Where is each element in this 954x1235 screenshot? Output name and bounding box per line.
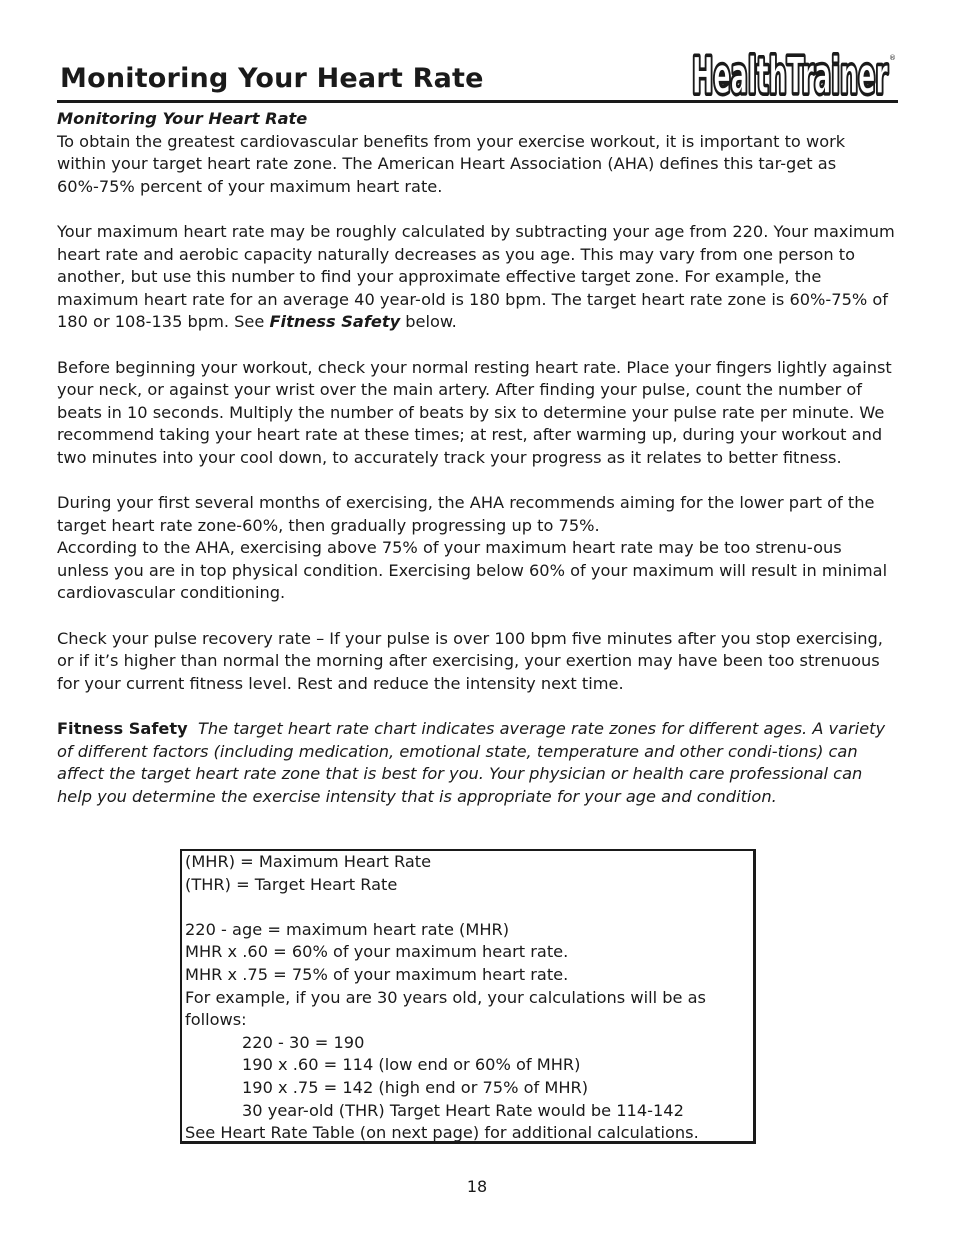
page-number: 18 bbox=[466, 1177, 488, 1196]
calc-line-example-high: 190 x .75 = 142 (high end or 75% of MHR) bbox=[242, 1077, 589, 1097]
calc-line-thr-definition: (THR) = Target Heart Rate bbox=[185, 874, 398, 894]
fitness-safety-reference: Fitness Safety bbox=[269, 312, 401, 332]
paragraph-max-heart-rate bbox=[57, 221, 897, 334]
section-heading: Monitoring Your Heart Rate bbox=[57, 109, 308, 128]
main-content bbox=[57, 108, 897, 808]
calc-blank-line bbox=[185, 896, 753, 919]
paragraph-fitness-safety bbox=[57, 718, 897, 808]
calc-line-example-mhr: 220 - 30 = 190 bbox=[242, 1032, 365, 1052]
paragraph-max-heart-rate-end: below. bbox=[400, 312, 457, 332]
calc-line-example-low: 190 x .60 = 114 (low end or 60% of MHR) bbox=[242, 1055, 581, 1075]
page-header bbox=[57, 44, 898, 103]
paragraph-aha-recommendation: During your first several months of exercising, the AHA recommends aiming for the lower part of the target heart rate zone-60%, then gradually progressing up to 75%. bbox=[57, 493, 875, 535]
page-title: Monitoring Your Heart Rate bbox=[60, 63, 484, 94]
calc-line-formula-mhr: 220 - age = maximum heart rate (MHR) bbox=[185, 919, 510, 939]
calc-line-formula-60: MHR x .60 = 60% of your maximum heart rate. bbox=[185, 942, 569, 962]
logo-wordmark: HealthTrainer bbox=[692, 47, 889, 98]
paragraph-max-heart-rate-text: Your maximum heart rate may be roughly calculated by subtracting your age from 220. Your maximum heart rate and aerobic capacity naturally decreases as you age. This may vary from one person to another, but use this number to find your approximate effective target zone. For example, the maximum heart rate for an average 40 year-old is 180 bpm. The target heart rate zone is 60%-75% of 180 or 108-135 bpm. See bbox=[57, 221, 895, 332]
fitness-safety-text: The target heart rate chart indicates average rate zones for different ages. A variety of different factors (including medication, emotional state, temperature and other condi-tions) can affect the target heart rate zone that is best for you. Your physician or health care professional can help you determine the exercise intensity that is appropriate for your age and condition. bbox=[57, 719, 886, 806]
paragraph-aha-limits: According to the AHA, exercising above 75% of your maximum heart rate may be too strenu-ous unless you are in top physical condition. Exercising below 60% of your maximum will result in minimal cardiovascular conditioning. bbox=[57, 538, 888, 603]
paragraph-intro: To obtain the greatest cardiovascular benefits from your exercise workout, it is important to work within your target heart rate zone. The American Heart Association (AHA) defines this tar-get as 60%-75% percent of your maximum heart rate. bbox=[57, 131, 846, 196]
heart-rate-calculation-box bbox=[180, 849, 756, 1144]
calc-line-example-intro: For example, if you are 30 years old, your calculations will be as follows: bbox=[185, 987, 706, 1030]
healthtrainer-logo bbox=[690, 46, 898, 98]
paragraph-resting-heart-rate: Before beginning your workout, check your normal resting heart rate. Place your fingers lightly against your neck, or against your wrist over the main artery. After finding your pulse, count the number of beats in 10 seconds. Multiply the number of beats by six to determine your pulse rate per minute. We recommend taking your heart rate at these times; at rest, after warming up, during your workout and two minutes into your cool down, to accurately track your progress as it relates to better fitness. bbox=[57, 357, 892, 467]
fitness-safety-label: Fitness Safety bbox=[57, 719, 188, 739]
calc-line-see-table: See Heart Rate Table (on next page) for additional calculations. bbox=[185, 1123, 699, 1143]
logo-outline: HealthTrainer bbox=[692, 47, 889, 98]
registered-mark: ® bbox=[889, 54, 896, 62]
paragraph-pulse-recovery: Check your pulse recovery rate – If your pulse is over 100 bpm five minutes after you stop exercising, or if it’s higher than normal the morning after exercising, your exertion may have been too strenuous for your current fitness level. Rest and reduce the intensity next time. bbox=[57, 628, 883, 693]
calc-line-example-thr: 30 year-old (THR) Target Heart Rate would be 114-142 bbox=[242, 1100, 684, 1120]
calc-line-mhr-definition: (MHR) = Maximum Heart Rate bbox=[185, 852, 432, 871]
calc-line-formula-75: MHR x .75 = 75% of your maximum heart rate. bbox=[185, 964, 569, 984]
